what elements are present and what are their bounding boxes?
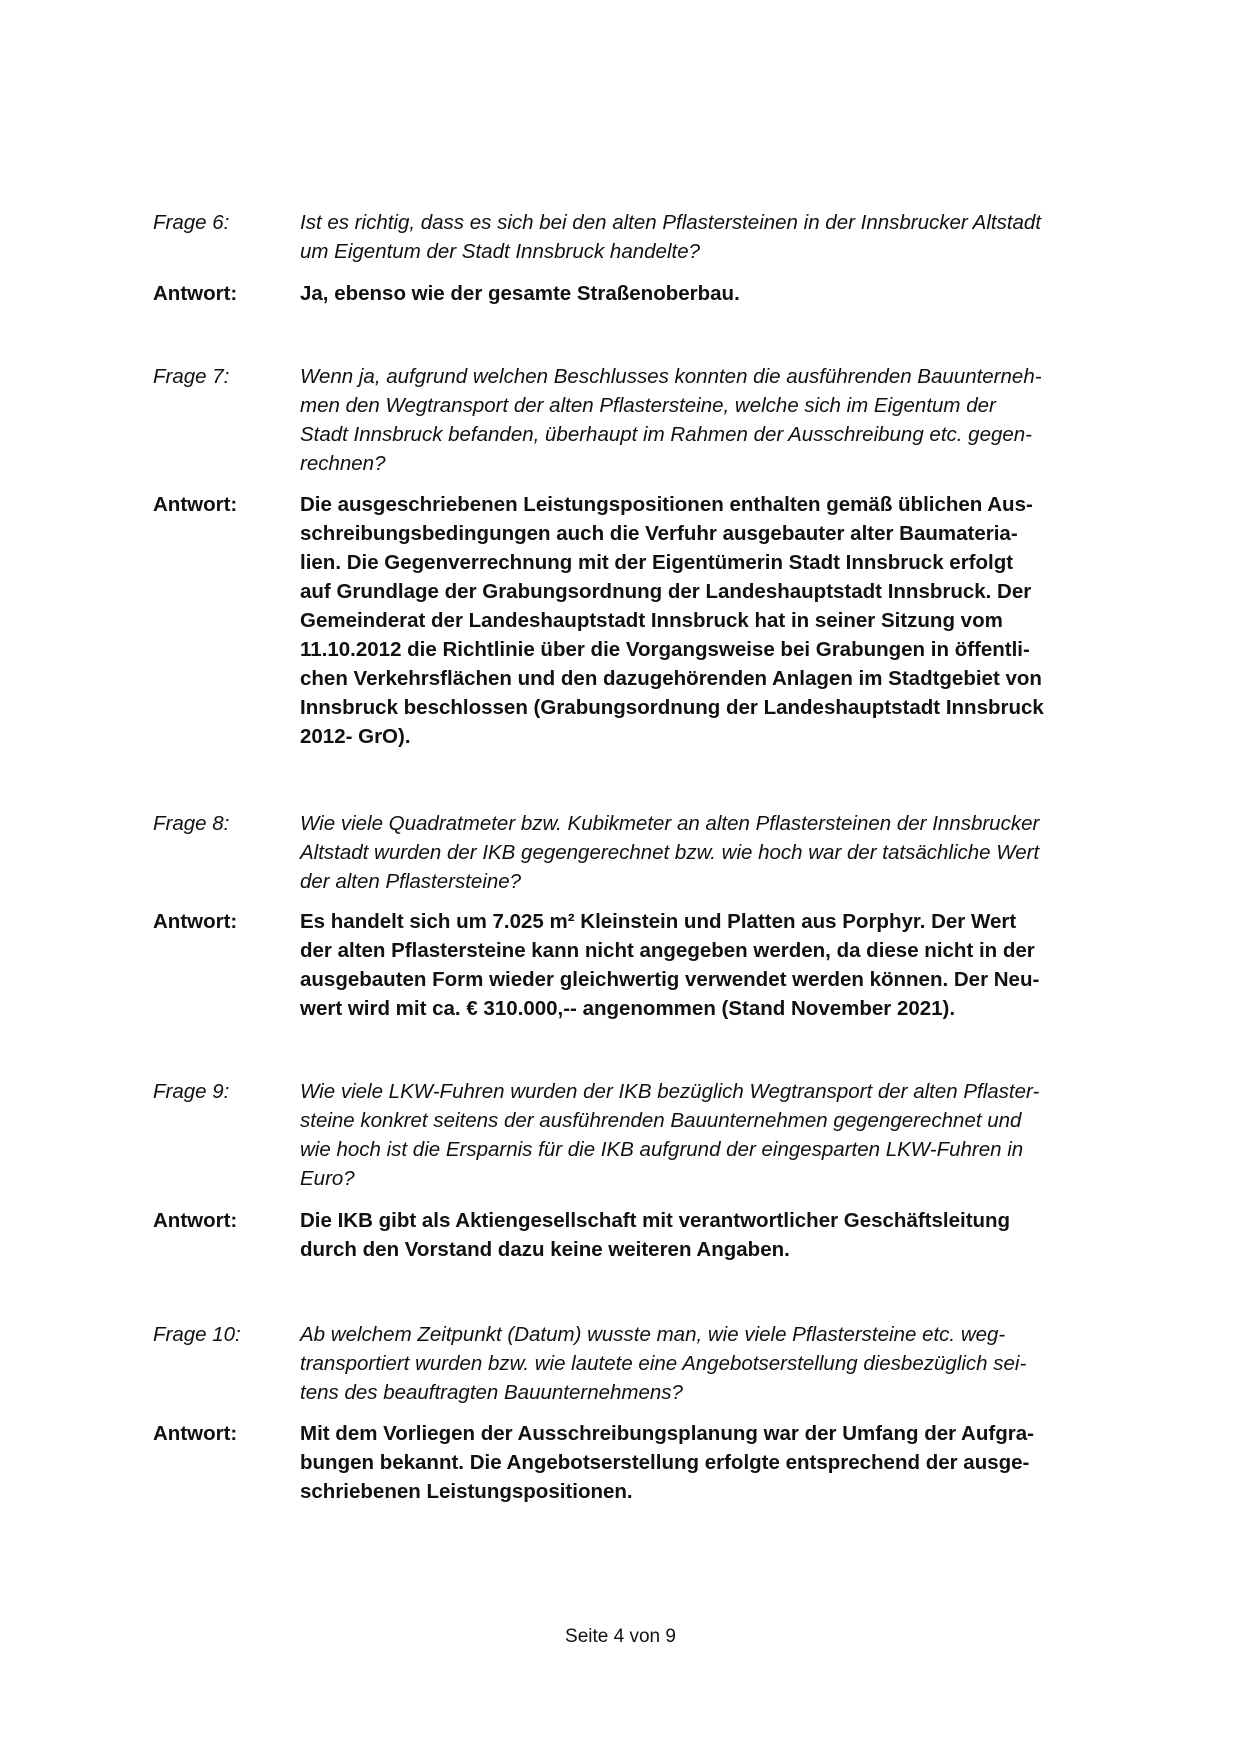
text-line: Es handelt sich um 7.025 m² Kleinstein und Platten aus Porphyr. Der Wert: [300, 910, 1017, 933]
text-line: 2012- GrO).: [300, 725, 411, 748]
answer-label: Antwort:: [153, 1209, 238, 1232]
answer-text: [300, 279, 1140, 308]
answer-label: Antwort:: [153, 282, 238, 305]
text-line: Gemeinderat der Landeshauptstadt Innsbruck hat in seiner Sitzung vom: [300, 609, 1003, 632]
text-line: lien. Die Gegenverrechnung mit der Eigentümerin Stadt Innsbruck erfolgt: [300, 551, 1014, 574]
text-line: tens des beauftragten Bauunternehmens?: [300, 1381, 683, 1404]
text-line: Mit dem Vorliegen der Ausschreibungsplanung war der Umfang der Aufgra-: [300, 1422, 1034, 1445]
answer-label: Antwort:: [153, 493, 238, 516]
answer-label: Antwort:: [153, 1422, 238, 1445]
text-line: schreibungsbedingungen auch die Verfuhr ausgebauter alter Baumateria-: [300, 522, 1018, 545]
answer-label: Antwort:: [153, 910, 238, 933]
text-line: chen Verkehrsflächen und den dazugehörenden Anlagen im Stadtgebiet von: [300, 667, 1042, 690]
answer-text: [300, 490, 1140, 751]
text-line: der alten Pflastersteine?: [300, 870, 522, 893]
text-line: durch den Vorstand dazu keine weiteren Angaben.: [300, 1238, 790, 1261]
text-line: Euro?: [300, 1167, 355, 1190]
text-line: Ist es richtig, dass es sich bei den alten Pflastersteinen in der Innsbrucker Altstadt: [300, 211, 1042, 234]
text-line: Altstadt wurden der IKB gegengerechnet bzw. wie hoch war der tatsächliche Wert: [300, 841, 1040, 864]
text-line: 11.10.2012 die Richtlinie über die Vorgangsweise bei Grabungen in öffentli-: [300, 638, 1030, 661]
text-line: ausgebauten Form wieder gleichwertig verwendet werden können. Der Neu-: [300, 968, 1040, 991]
text-line: wert wird mit ca. € 310.000,-- angenommen (Stand November 2021).: [300, 997, 956, 1020]
question-label: Frage 6:: [153, 211, 230, 234]
text-line: der alten Pflastersteine kann nicht angegeben werden, da diese nicht in der: [300, 939, 1035, 962]
text-line: auf Grundlage der Grabungsordnung der Landeshauptstadt Innsbruck. Der: [300, 580, 1032, 603]
text-line: Ab welchem Zeitpunkt (Datum) wusste man, wie viele Pflastersteine etc. weg-: [300, 1323, 1006, 1346]
text-line: rechnen?: [300, 452, 386, 475]
question-text: [300, 1077, 1140, 1193]
question-text: [300, 208, 1140, 266]
text-line: Die ausgeschriebenen Leistungspositionen enthalten gemäß üblichen Aus-: [300, 493, 1033, 516]
text-line: Wie viele Quadratmeter bzw. Kubikmeter an alten Pflastersteinen der Innsbrucker: [300, 812, 1040, 835]
question-label: Frage 9:: [153, 1080, 230, 1103]
text-line: Ja, ebenso wie der gesamte Straßenoberbau.: [300, 282, 740, 305]
text-line: steine konkret seitens der ausführenden Bauunternehmen gegengerechnet und: [300, 1109, 1022, 1132]
page-number: Seite 4 von 9: [565, 1626, 676, 1647]
answer-text: [300, 1419, 1140, 1506]
text-line: bungen bekannt. Die Angebotserstellung erfolgte entsprechend der ausge-: [300, 1451, 1030, 1474]
question-text: [300, 1320, 1140, 1407]
text-line: um Eigentum der Stadt Innsbruck handelte?: [300, 240, 700, 263]
question-label: Frage 8:: [153, 812, 230, 835]
text-line: schriebenen Leistungspositionen.: [300, 1480, 633, 1503]
text-line: Innsbruck beschlossen (Grabungsordnung der Landeshauptstadt Innsbruck: [300, 696, 1044, 719]
question-label: Frage 7:: [153, 365, 230, 388]
text-line: transportiert wurden bzw. wie lautete eine Angebotserstellung diesbezüglich sei-: [300, 1352, 1027, 1375]
text-line: Die IKB gibt als Aktiengesellschaft mit verantwortlicher Geschäftsleitung: [300, 1209, 1011, 1232]
question-label: Frage 10:: [153, 1323, 241, 1346]
text-line: men den Wegtransport der alten Pflastersteine, welche sich im Eigentum der: [300, 394, 996, 417]
text-line: Wenn ja, aufgrund welchen Beschlusses konnten die ausführenden Bauunterneh-: [300, 365, 1042, 388]
answer-text: [300, 907, 1140, 1023]
question-text: [300, 362, 1140, 478]
text-line: Stadt Innsbruck befanden, überhaupt im Rahmen der Ausschreibung etc. gegen-: [300, 423, 1033, 446]
answer-text: [300, 1206, 1140, 1264]
question-text: [300, 809, 1140, 896]
text-line: wie hoch ist die Ersparnis für die IKB aufgrund der eingesparten LKW-Fuhren in: [300, 1138, 1024, 1161]
text-line: Wie viele LKW-Fuhren wurden der IKB bezüglich Wegtransport der alten Pflaster-: [300, 1080, 1040, 1103]
